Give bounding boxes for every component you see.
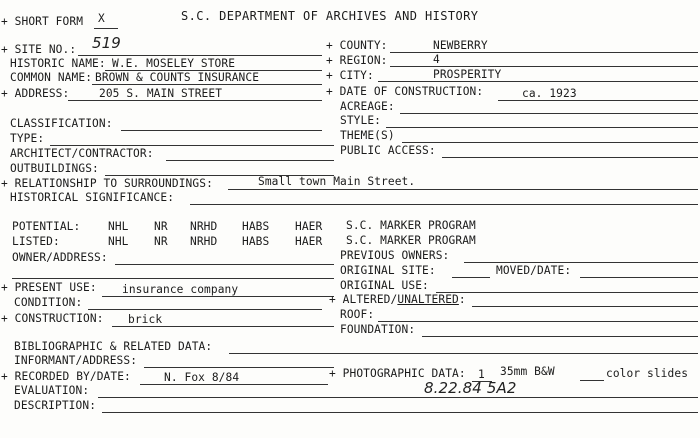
type-line: [50, 145, 334, 146]
potential-haer: HAER: [295, 220, 323, 233]
outbuildings-label: OUTBUILDINGS:: [10, 162, 99, 175]
site-no-value: 519: [92, 34, 121, 52]
photo-bw-label: 35mm B&W: [500, 365, 555, 378]
date-of-construction-label: + DATE OF CONSTRUCTION:: [326, 85, 484, 98]
moved-date-line: [580, 277, 698, 278]
style-label: STYLE:: [340, 114, 382, 127]
county-label: + COUNTY:: [326, 39, 388, 52]
potential-label: POTENTIAL:: [12, 220, 81, 233]
original-site-label: ORIGINAL SITE:: [340, 264, 436, 277]
photo-handwritten-note: 8.22.84 5A2: [424, 379, 517, 397]
city-line: [378, 81, 698, 82]
region-label: + REGION:: [326, 54, 388, 67]
potential-nhl: NHL: [108, 220, 129, 233]
public-access-label: PUBLIC ACCESS:: [340, 144, 436, 157]
altered-label: [329, 294, 466, 306]
relationship-line: [228, 189, 698, 190]
bibliographic-label: BIBLIOGRAPHIC & RELATED DATA:: [14, 340, 213, 353]
unaltered-text: UNALTERED: [397, 293, 459, 306]
original-use-line: [436, 292, 698, 293]
condition-label: CONDITION:: [14, 296, 83, 309]
recorded-by-line: [140, 384, 328, 385]
architect-label: ARCHITECT/CONTRACTOR:: [10, 147, 154, 160]
relationship-value: Small town Main Street.: [258, 175, 416, 188]
listed-nrhd: NRHD: [190, 235, 218, 248]
altered-line: [472, 306, 698, 307]
original-use-label: ORIGINAL USE:: [340, 279, 429, 292]
present-use-line: [102, 296, 334, 297]
address-line: [68, 100, 322, 101]
public-access-line: [442, 157, 698, 158]
county-value: NEWBERRY: [433, 39, 488, 52]
common-name-line: [92, 84, 322, 85]
listed-label: LISTED:: [12, 235, 60, 248]
photo-count: 1: [478, 368, 485, 381]
style-line: [386, 127, 698, 128]
potential-nrhd: NRHD: [190, 220, 218, 233]
city-label: + CITY:: [326, 69, 374, 82]
site-no-line: [78, 55, 322, 56]
altered-colon: :: [458, 293, 466, 306]
listed-haer: HAER: [295, 235, 323, 248]
historical-significance-label: HISTORICAL SIGNIFICANCE:: [10, 191, 175, 204]
date-of-construction-line: [498, 100, 698, 101]
acreage-label: ACREAGE:: [340, 100, 395, 113]
owner-address-line-2: [12, 278, 334, 279]
condition-line: [88, 309, 322, 310]
description-label: DESCRIPTION:: [14, 399, 97, 412]
listed-habs: HABS: [242, 235, 270, 248]
common-name-value: BROWN & COUNTS INSURANCE: [95, 71, 260, 84]
city-value: PROSPERITY: [433, 68, 502, 81]
previous-owners-label: PREVIOUS OWNERS:: [340, 249, 450, 262]
region-value: 4: [433, 53, 440, 66]
potential-marker: S.C. MARKER PROGRAM: [346, 219, 476, 232]
owner-address-line: [115, 264, 334, 265]
listed-nr: NR: [154, 235, 168, 248]
present-use-label: + PRESENT USE:: [1, 281, 97, 294]
historical-significance-line: [190, 204, 698, 205]
present-use-value: insurance company: [122, 283, 239, 296]
description-line: [102, 412, 698, 413]
region-line: [390, 66, 698, 67]
classification-line: [121, 130, 322, 131]
address-label: + ADDRESS:: [1, 87, 70, 100]
moved-date-label: MOVED/DATE:: [496, 264, 572, 277]
relationship-label: + RELATIONSHIP TO SURROUNDINGS:: [1, 177, 213, 190]
altered-text: + ALTERED/: [329, 293, 398, 306]
original-site-line: [452, 277, 490, 278]
historic-name-value: W.E. MOSELEY STORE: [112, 57, 236, 70]
photo-color-label: color slides: [606, 367, 689, 380]
informant-line: [144, 367, 334, 368]
construction-value: brick: [128, 313, 163, 326]
owner-address-label: OWNER/ADDRESS:: [12, 251, 108, 264]
classification-label: CLASSIFICATION:: [10, 117, 113, 130]
themes-label: THEME(S): [340, 129, 395, 142]
short-form-label: + SHORT FORM: [1, 15, 84, 28]
photo-color-line: [580, 380, 604, 381]
recorded-by-value: N. Fox 8/84: [164, 371, 240, 384]
potential-nr: NR: [154, 220, 168, 233]
site-no-label: + SITE NO.:: [1, 43, 77, 56]
roof-line: [378, 321, 698, 322]
evaluation-label: EVALUATION:: [14, 384, 90, 397]
informant-label: INFORMANT/ADDRESS:: [14, 354, 138, 367]
architect-line: [166, 160, 334, 161]
type-label: TYPE:: [10, 132, 45, 145]
listed-nhl: NHL: [108, 235, 129, 248]
previous-owners-line: [464, 262, 698, 263]
themes-line: [402, 142, 698, 143]
agency-title: S.C. DEPARTMENT OF ARCHIVES AND HISTORY: [181, 9, 479, 23]
bibliographic-line: [229, 353, 698, 354]
short-form-line: [94, 28, 118, 29]
construction-line: [112, 326, 334, 327]
recorded-by-label: + RECORDED BY/DATE:: [1, 370, 131, 383]
potential-habs: HABS: [242, 220, 270, 233]
address-value: 205 S. MAIN STREET: [99, 87, 223, 100]
construction-label: + CONSTRUCTION:: [1, 312, 104, 325]
common-name-label: COMMON NAME:: [10, 71, 93, 84]
foundation-line: [422, 336, 698, 337]
listed-marker: S.C. MARKER PROGRAM: [346, 234, 476, 247]
roof-label: ROOF:: [340, 308, 375, 321]
historic-name-label: HISTORIC NAME:: [10, 57, 106, 70]
date-of-construction-value: ca. 1923: [522, 87, 577, 100]
foundation-label: FOUNDATION:: [340, 323, 416, 336]
short-form-mark: X: [98, 12, 105, 25]
acreage-line: [400, 113, 698, 114]
photographic-data-label: + PHOTOGRAPHIC DATA:: [329, 367, 466, 380]
evaluation-line: [98, 397, 698, 398]
